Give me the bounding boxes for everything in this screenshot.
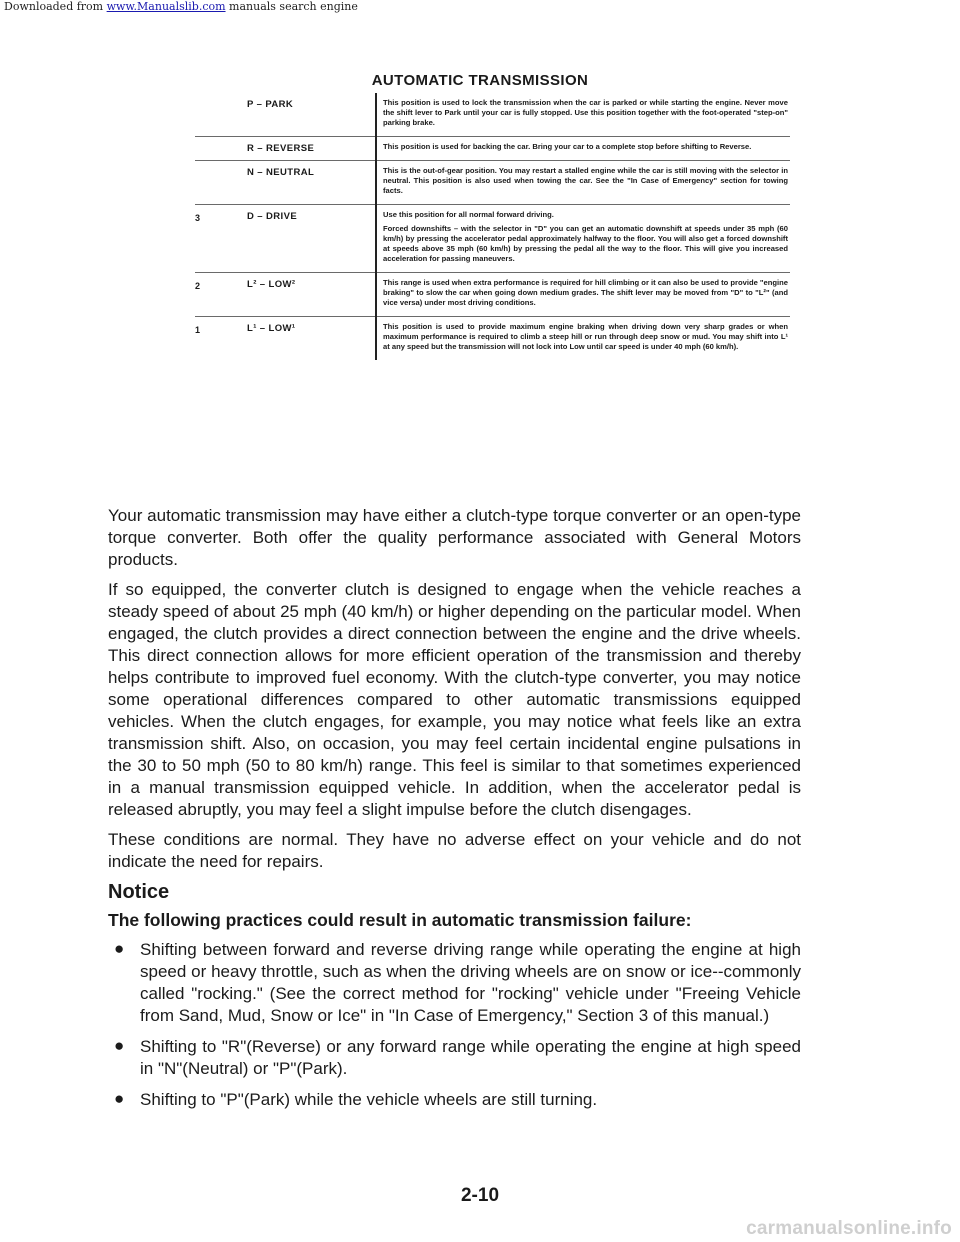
gear-description	[376, 93, 790, 137]
gear-row	[195, 137, 790, 161]
page-number: 2-10	[460, 1185, 500, 1206]
gear-name: P – PARK	[247, 99, 294, 110]
notice-item	[108, 939, 801, 1027]
gear-number: 1	[195, 325, 201, 335]
gear-row	[195, 93, 790, 137]
gear-description	[376, 205, 790, 273]
bullet-icon: ●	[114, 1036, 125, 1055]
gear-name: R – REVERSE	[247, 143, 315, 154]
notice-list	[108, 939, 801, 1111]
gear-name-cell	[217, 93, 376, 137]
banner-suffix: manuals search engine	[225, 0, 358, 13]
notice-item	[108, 1089, 801, 1111]
gear-description-text: This position is used to lock the transmission when the car is parked or while starting the engine. Never move the shift lever to Park until your car is fully stopped. Use this position together with the foot-operated "step-on" parking brake.	[383, 98, 788, 127]
gear-number: 3	[195, 213, 201, 223]
manualslib-link[interactable]: www.Manualslib.com	[106, 0, 226, 13]
gear-row	[195, 161, 790, 205]
gear-name-cell	[217, 205, 376, 273]
notice-item-text: Shifting to "P"(Park) while the vehicle wheels are still turning.	[140, 1090, 598, 1109]
gear-number	[195, 93, 217, 137]
notice-lead: The following practices could result in automatic transmission failure:	[108, 910, 692, 930]
watermark: carmanualsonline.info	[746, 1218, 952, 1239]
gear-description	[376, 137, 790, 161]
gear-description	[376, 317, 790, 361]
gear-name: L² – LOW²	[247, 279, 296, 290]
notice-heading: Notice	[108, 881, 170, 903]
gear-description	[376, 273, 790, 317]
gear-description-text: This position is used for backing the car. Bring your car to a complete stop before shifting to Reverse.	[383, 142, 752, 151]
paragraph: These conditions are normal. They have no adverse effect on your vehicle and do not indicate the need for repairs.	[108, 830, 801, 871]
download-banner	[4, 0, 358, 13]
gear-description-text: This range is used when extra performance is required for hill climbing or it can also be used to provide "engine braking" to slow the car when going down medium grades. The shift lever may be moved from "D" to "L²" (and vice versa) under most driving conditions.	[383, 278, 788, 307]
gear-row	[195, 273, 790, 317]
gear-name-cell	[217, 161, 376, 205]
gear-description-text: This is the out-of-gear position. You may restart a stalled engine while the car is still moving with the selector in neutral. This position is also used when towing the car. See the "In Case of Emergency" section for towing facts.	[383, 166, 788, 195]
gear-name-cell	[217, 137, 376, 161]
paragraph: Your automatic transmission may have either a clutch-type torque converter or an open-type torque converter. Both offer the quality performance associated with General Motors products.	[108, 506, 801, 569]
gear-name-cell	[217, 317, 376, 361]
gear-row	[195, 317, 790, 361]
gear-description	[376, 161, 790, 205]
bullet-icon: ●	[114, 1089, 125, 1108]
notice-item-text: Shifting to "R"(Reverse) or any forward range while operating the engine at high speed in "N"(Neutral) or "P"(Park).	[140, 1037, 801, 1078]
gear-number	[195, 161, 217, 205]
banner-prefix: Downloaded from	[4, 0, 107, 13]
body-text	[108, 505, 801, 1120]
gear-name: L¹ – LOW¹	[247, 323, 296, 334]
section-title: AUTOMATIC TRANSMISSION	[371, 72, 589, 89]
gear-name: N – NEUTRAL	[247, 167, 315, 178]
paragraph: If so equipped, the converter clutch is designed to engage when the vehicle reaches a steady speed of about 25 mph (40 km/h) or higher depending on the particular model. When engaged, the clutch provides a direct connection between the engine and the drive wheels. This direct connection allows for more efficient operation of the transmission and thereby helps contribute to improved fuel economy. With the clutch-type converter, you may notice some operational differences compared to other automatic transmissions equipped vehicles. When the clutch engages, for example, you may notice what feels like an extra transmission shift. Also, on occasion, you may feel certain incidental engine pulsations in the 30 to 50 mph (50 to 80 km/h) range. This feel is similar to that sometimes experienced in a manual transmission equipped vehicle. In addition, when the accelerator pedal is released abruptly, you may feel a slight impulse before the clutch disengages.	[108, 580, 801, 819]
gear-number: 2	[195, 281, 201, 291]
gear-number	[195, 137, 217, 161]
notice-item-text: Shifting between forward and reverse driving range while operating the engine at high speed or heavy throttle, such as when the driving wheels are on snow or ice--commonly called "rocking." (See the correct method for "rocking" vehicle under "Freeing Vehicle from Sand, Mud, Snow or Ice" in "In Case of Emergency," Section 3 of this manual.)	[140, 940, 801, 1025]
gear-name-cell	[217, 273, 376, 317]
gear-position-table	[195, 93, 790, 360]
gear-description-text: Use this position for all normal forward driving.	[383, 210, 554, 219]
gear-row	[195, 205, 790, 273]
gear-description-text: Forced downshifts – with the selector in "D" you can get an automatic downshift at speeds under 35 mph (60 km/h) by pressing the accelerator pedal approximately halfway to the floor. You will also get a forced downshift at speeds above 35 mph (60 km/h) by pressing the pedal all the way to the floor. This will give you increased acceleration for passing maneuvers.	[383, 224, 788, 263]
notice-item	[108, 1036, 801, 1080]
bullet-icon: ●	[114, 939, 125, 958]
gear-name: D – DRIVE	[247, 211, 298, 222]
gear-description-text: This position is used to provide maximum engine braking when driving down very sharp grades or when maximum performance is required to climb a steep hill or run through deep snow or mud. You may shift into L¹ at any speed but the transmission will not lock into Low until car speed is under 40 mph (60 km/h).	[383, 322, 788, 351]
